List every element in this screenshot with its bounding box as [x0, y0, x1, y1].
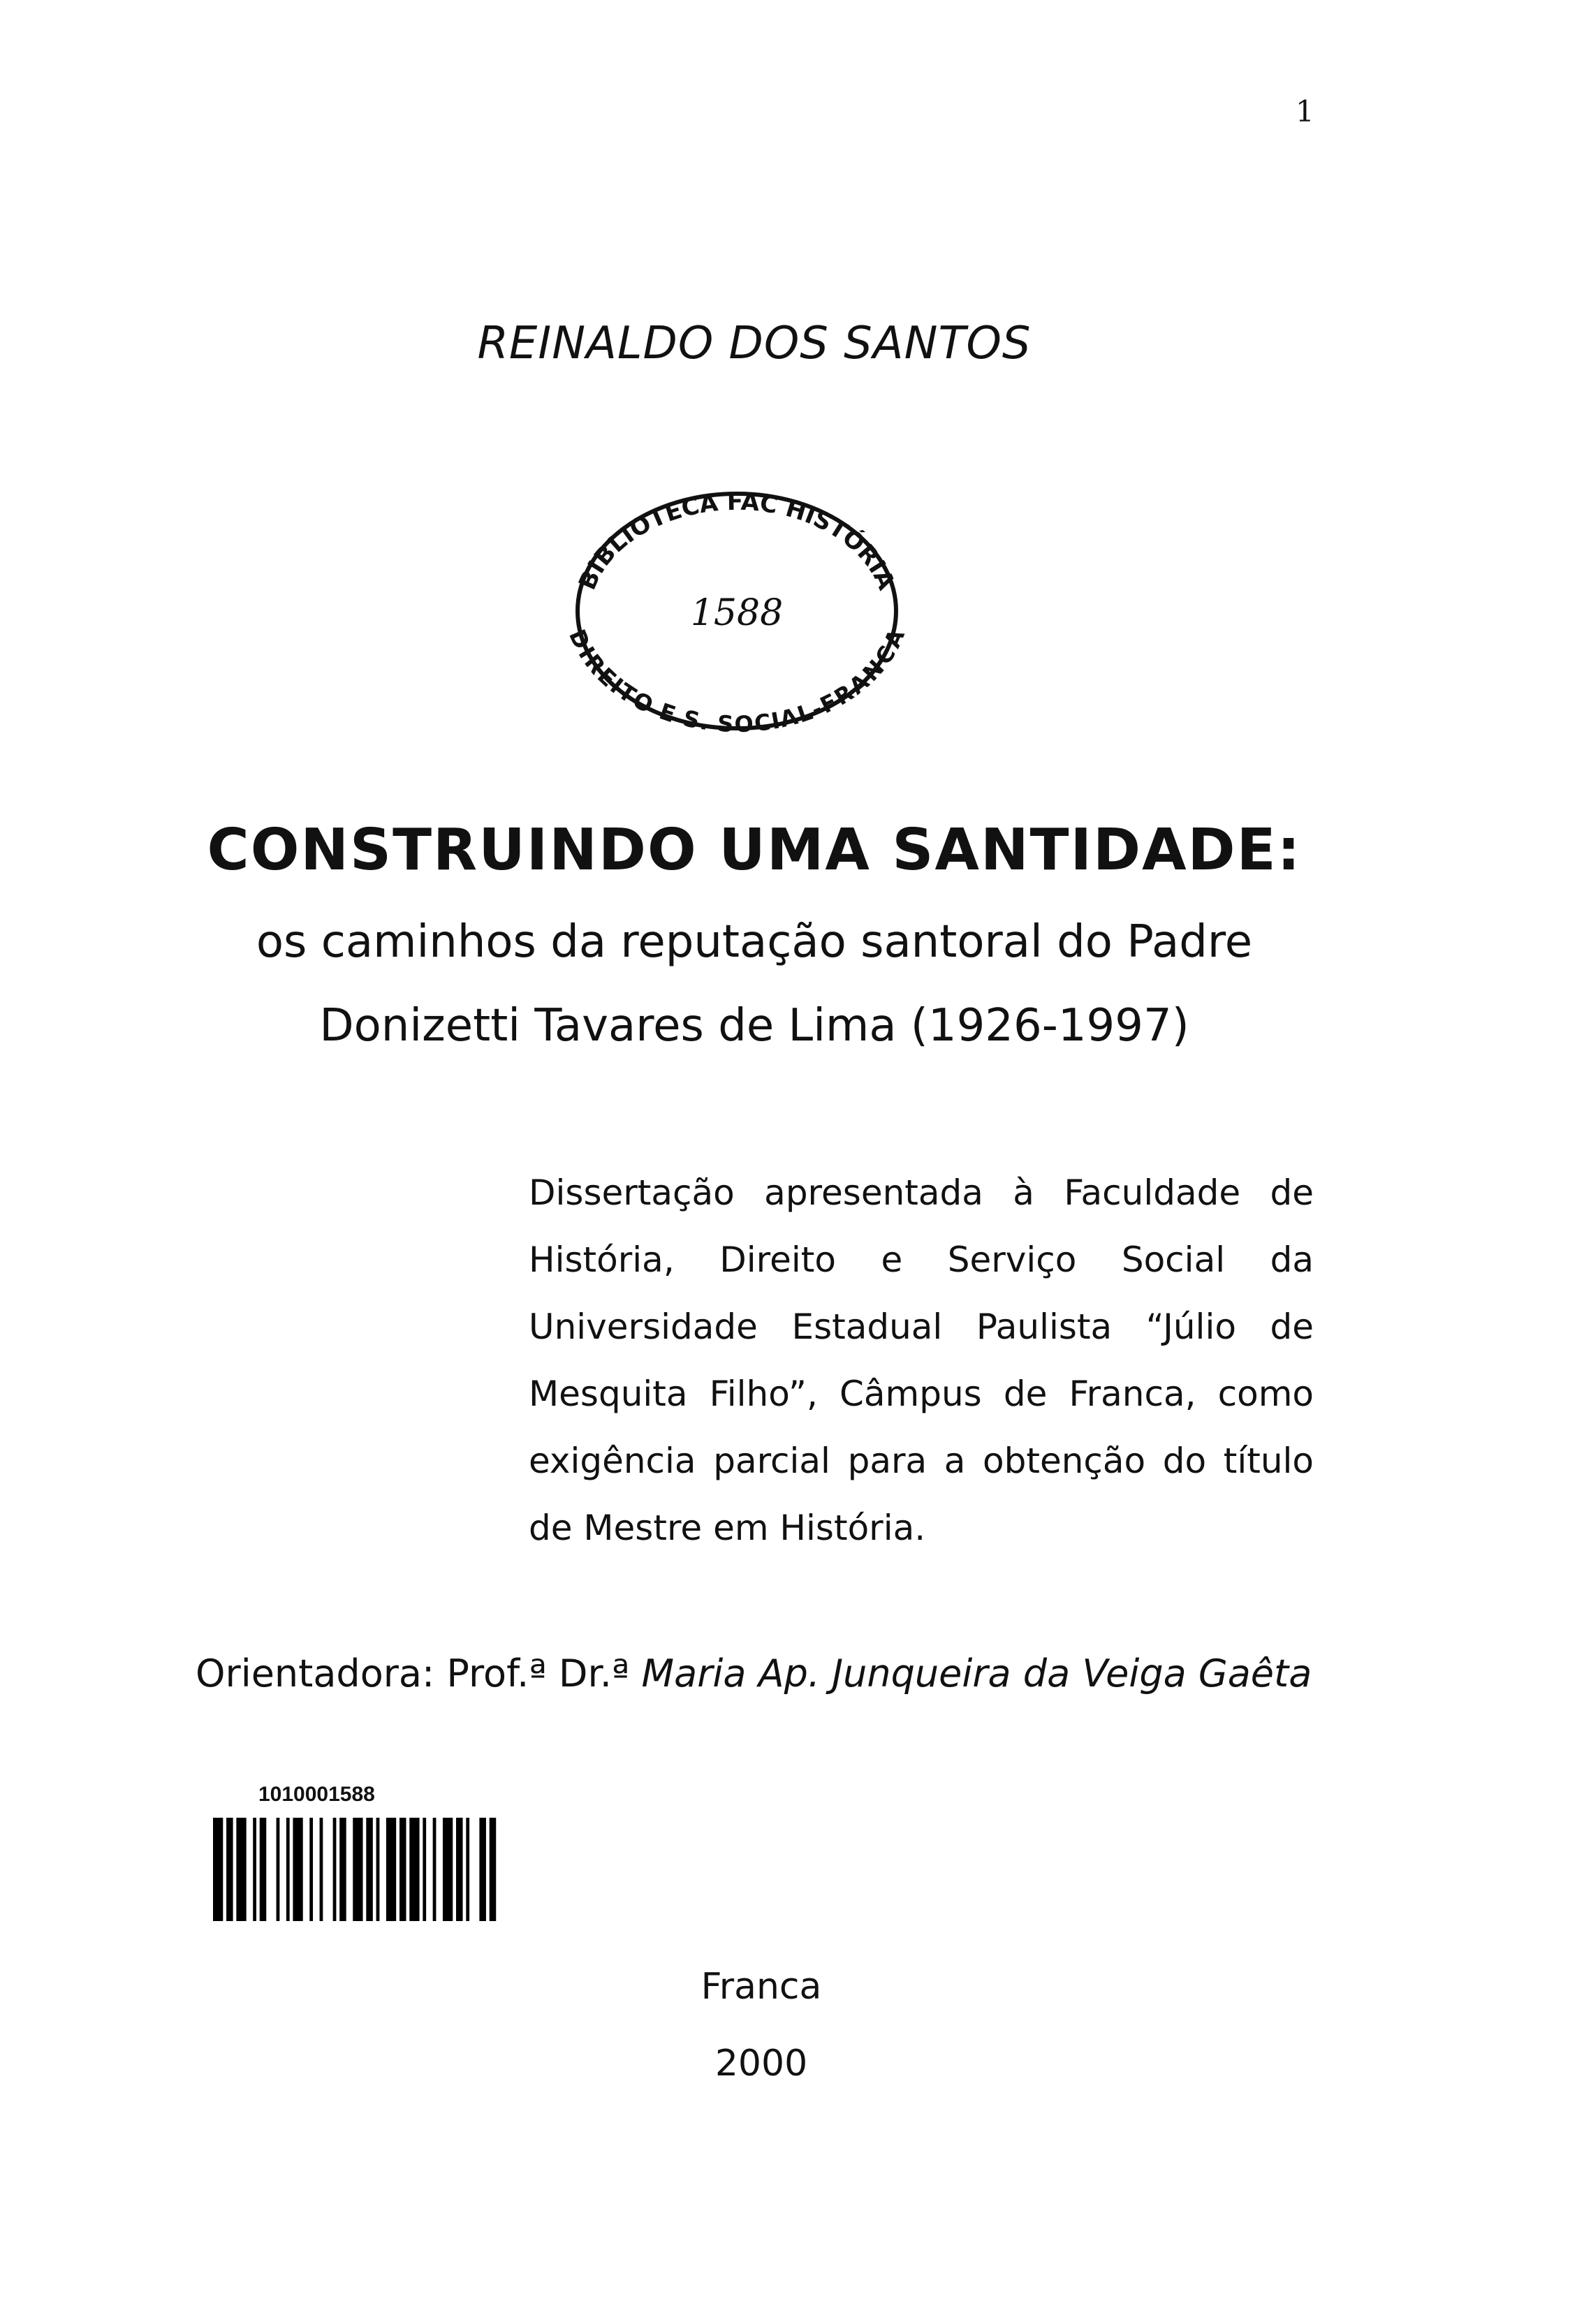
- author-name: REINALDO DOS SANTOS: [477, 318, 1032, 369]
- barcode-bar: [490, 1818, 497, 1921]
- barcode-bar: [277, 1818, 280, 1921]
- barcode-bar: [333, 1818, 337, 1921]
- advisor-label: Orientadora:: [196, 1652, 435, 1696]
- advisor-line: [196, 1652, 1312, 1696]
- barcode-bar: [386, 1818, 396, 1921]
- barcode-bar: [320, 1818, 323, 1921]
- library-stamp: [562, 482, 911, 733]
- stamp-handwritten-number: 1588: [690, 592, 784, 634]
- barcode-bar: [226, 1818, 233, 1921]
- barcode-bar: [399, 1818, 406, 1921]
- barcode-bar: [376, 1818, 380, 1921]
- advisor-name: Maria Ap. Junqueira da Veiga Gaêta: [641, 1652, 1312, 1696]
- dissertation-statement: Dissertação apresentada à Faculdade de História, Direito e Serviço Social da Universidade Estadual Paulista “Júlio de Mesquita Filho”, Câmpus de Franca, como exigência parcial para a obtenção do título de Mestre em História.: [529, 1172, 1314, 1548]
- subtitle-line-1: os caminhos da reputação santoral do Padre: [256, 916, 1253, 968]
- barcode-bar: [423, 1818, 426, 1921]
- barcode-bar: [456, 1818, 463, 1921]
- stamp-bottom-text: DIREITO E S. SOCIAL-FRANCA: [564, 625, 910, 733]
- barcode-bar: [260, 1818, 267, 1921]
- barcode-bar: [443, 1818, 453, 1921]
- barcode-bar: [236, 1818, 246, 1921]
- barcode-bar: [293, 1818, 302, 1921]
- city: Franca: [701, 1966, 822, 2008]
- advisor-title: Prof.ª Dr.ª: [446, 1652, 630, 1696]
- barcode-bar: [466, 1818, 469, 1921]
- barcode-bar: [339, 1818, 346, 1921]
- barcode-bar: [366, 1818, 373, 1921]
- barcode-bar: [309, 1818, 313, 1921]
- barcode-bar: [213, 1818, 223, 1921]
- year: 2000: [714, 2043, 808, 2084]
- stamp-top-text: BIBLIOTECA FAC HISTÓRIA: [573, 487, 900, 594]
- barcode-number: 1010001588: [258, 1783, 375, 1806]
- barcode-bar: [253, 1818, 256, 1921]
- barcode-bar: [433, 1818, 437, 1921]
- page-number: 1: [1296, 94, 1314, 128]
- barcode-bar: [479, 1818, 486, 1921]
- barcode-bar: [353, 1818, 362, 1921]
- subtitle-line-2: Donizetti Tavares de Lima (1926-1997): [319, 1000, 1189, 1052]
- barcode: [213, 1818, 499, 1921]
- barcode-bar: [409, 1818, 419, 1921]
- document-title: CONSTRUINDO UMA SANTIDADE:: [207, 817, 1302, 883]
- barcode-bar: [286, 1818, 290, 1921]
